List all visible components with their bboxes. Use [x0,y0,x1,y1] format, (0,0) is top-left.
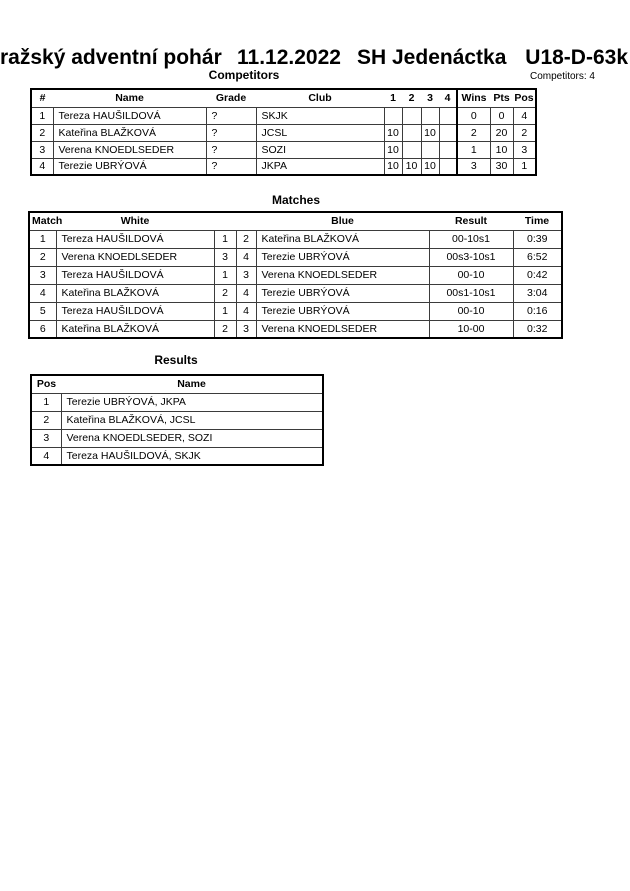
match-result-cell: 00s3-10s1 [429,248,513,266]
match-row [29,230,562,248]
match-time-cell: 0:32 [513,320,562,338]
competitor-pos-cell: 4 [513,107,536,124]
match-blue-name-cell: Terezie UBRÝOVÁ [256,248,429,266]
match-row [29,284,562,302]
result-name-cell: Tereza HAUŠILDOVÁ, SKJK [61,447,323,465]
competitor-round-2-cell: 10 [402,158,421,175]
match-time-cell: 6:52 [513,248,562,266]
competitor-number-cell: 1 [31,107,53,124]
col-header-name: Name [53,89,206,107]
results-heading: Results [154,353,198,367]
competitor-pts-cell: 0 [490,107,513,124]
competitor-wins-cell: 0 [457,107,490,124]
competitors-table [30,88,537,176]
match-white-name-cell: Tereza HAUŠILDOVÁ [56,266,214,284]
col-header-blue-number [236,212,256,230]
match-number-cell: 2 [29,248,56,266]
competitor-grade-cell: ? [206,107,256,124]
competitor-name-cell: Verena KNOEDLSEDER [53,141,206,158]
competitor-row [31,141,536,158]
col-header-time: Time [513,212,562,230]
competitor-round-2-cell [402,124,421,141]
match-number-cell: 3 [29,266,56,284]
title-category: U18-D-63k [525,46,628,69]
title-venue: SH Jedenáctka [357,46,507,69]
competitor-club-cell: JCSL [256,124,384,141]
match-white-name-cell: Verena KNOEDLSEDER [56,248,214,266]
result-name-cell: Terezie UBRÝOVÁ, JKPA [61,393,323,411]
matches-heading: Matches [271,193,321,207]
competitor-round-2-cell [402,141,421,158]
results-header-row [31,375,323,393]
match-blue-number-cell: 2 [236,230,256,248]
col-header-white: White [56,212,214,230]
competitor-club-cell: SOZI [256,141,384,158]
match-result-cell: 00-10 [429,302,513,320]
result-name-cell: Kateřina BLAŽKOVÁ, JCSL [61,411,323,429]
competitor-pos-cell: 2 [513,124,536,141]
match-result-cell: 00-10s1 [429,230,513,248]
competitors-count: Competitors: 4 [529,71,595,82]
match-white-number-cell: 1 [214,266,236,284]
match-number-cell: 1 [29,230,56,248]
match-row [29,302,562,320]
competitor-pts-cell: 30 [490,158,513,175]
match-white-name-cell: Kateřina BLAŽKOVÁ [56,320,214,338]
col-header-number: # [31,89,53,107]
col-header-white-number [214,212,236,230]
match-blue-name-cell: Terezie UBRÝOVÁ [256,302,429,320]
match-number-cell: 5 [29,302,56,320]
result-row [31,447,323,465]
result-position-cell: 4 [31,447,61,465]
match-blue-name-cell: Terezie UBRÝOVÁ [256,284,429,302]
col-header-wins: Wins [457,89,490,107]
competitor-pos-cell: 1 [513,158,536,175]
match-blue-number-cell: 4 [236,284,256,302]
result-name-cell: Verena KNOEDLSEDER, SOZI [61,429,323,447]
col-header-round-2: 2 [402,89,421,107]
competitor-row [31,158,536,175]
competitor-round-3-cell: 10 [421,124,439,141]
competitor-round-1-cell: 10 [384,141,402,158]
competitor-club-cell: JKPA [256,158,384,175]
competitors-heading: Competitors [208,68,280,82]
competitor-pts-cell: 10 [490,141,513,158]
title-date: 11.12.2022 [237,46,341,69]
competitor-round-4-cell [439,107,457,124]
match-blue-name-cell: Verena KNOEDLSEDER [256,320,429,338]
match-white-number-cell: 1 [214,230,236,248]
match-white-name-cell: Tereza HAUŠILDOVÁ [56,302,214,320]
matches-table [28,211,563,339]
competitors-header-row [31,89,536,107]
result-row [31,429,323,447]
competitor-round-3-cell: 10 [421,158,439,175]
competitor-row [31,124,536,141]
match-row [29,320,562,338]
competitor-round-4-cell [439,158,457,175]
competitor-number-cell: 2 [31,124,53,141]
match-white-number-cell: 1 [214,302,236,320]
competitor-name-cell: Terezie UBRÝOVÁ [53,158,206,175]
match-time-cell: 0:16 [513,302,562,320]
competitor-wins-cell: 2 [457,124,490,141]
competitor-pos-cell: 3 [513,141,536,158]
competitor-number-cell: 3 [31,141,53,158]
competitor-row [31,107,536,124]
col-header-match: Match [29,212,56,230]
match-row [29,248,562,266]
title-event-name: ražský adventní pohár [0,46,222,69]
competitor-wins-cell: 3 [457,158,490,175]
col-header-result: Result [429,212,513,230]
competitor-round-2-cell [402,107,421,124]
competitor-grade-cell: ? [206,158,256,175]
match-number-cell: 6 [29,320,56,338]
competitor-round-1-cell [384,107,402,124]
competitor-club-cell: SKJK [256,107,384,124]
match-row [29,266,562,284]
col-header-pts: Pts [490,89,513,107]
col-header-name: Name [61,375,323,393]
match-result-cell: 00-10 [429,266,513,284]
match-time-cell: 0:39 [513,230,562,248]
competitor-round-1-cell: 10 [384,158,402,175]
result-row [31,411,323,429]
match-result-cell: 00s1-10s1 [429,284,513,302]
match-number-cell: 4 [29,284,56,302]
col-header-grade: Grade [206,89,256,107]
col-header-pos: Pos [513,89,536,107]
result-row [31,393,323,411]
competitor-name-cell: Tereza HAUŠILDOVÁ [53,107,206,124]
page-title [0,44,630,72]
competitor-round-3-cell [421,107,439,124]
competitor-number-cell: 4 [31,158,53,175]
result-position-cell: 3 [31,429,61,447]
match-time-cell: 0:42 [513,266,562,284]
col-header-blue: Blue [256,212,429,230]
col-header-round-3: 3 [421,89,439,107]
result-position-cell: 2 [31,411,61,429]
match-white-number-cell: 2 [214,284,236,302]
col-header-round-1: 1 [384,89,402,107]
match-time-cell: 3:04 [513,284,562,302]
match-blue-number-cell: 4 [236,248,256,266]
match-blue-number-cell: 3 [236,320,256,338]
match-white-number-cell: 3 [214,248,236,266]
result-position-cell: 1 [31,393,61,411]
matches-header-row [29,212,562,230]
match-white-number-cell: 2 [214,320,236,338]
competitor-name-cell: Kateřina BLAŽKOVÁ [53,124,206,141]
match-result-cell: 10-00 [429,320,513,338]
match-blue-name-cell: Kateřina BLAŽKOVÁ [256,230,429,248]
competitor-pts-cell: 20 [490,124,513,141]
col-header-club: Club [256,89,384,107]
competitor-grade-cell: ? [206,124,256,141]
competitor-round-4-cell [439,141,457,158]
match-blue-number-cell: 4 [236,302,256,320]
competitor-round-3-cell [421,141,439,158]
match-blue-name-cell: Verena KNOEDLSEDER [256,266,429,284]
col-header-position: Pos [31,375,61,393]
match-white-name-cell: Tereza HAUŠILDOVÁ [56,230,214,248]
results-table [30,374,324,466]
competitor-wins-cell: 1 [457,141,490,158]
match-white-name-cell: Kateřina BLAŽKOVÁ [56,284,214,302]
competitor-round-4-cell [439,124,457,141]
col-header-round-4: 4 [439,89,457,107]
competitor-round-1-cell: 10 [384,124,402,141]
competitor-grade-cell: ? [206,141,256,158]
match-blue-number-cell: 3 [236,266,256,284]
